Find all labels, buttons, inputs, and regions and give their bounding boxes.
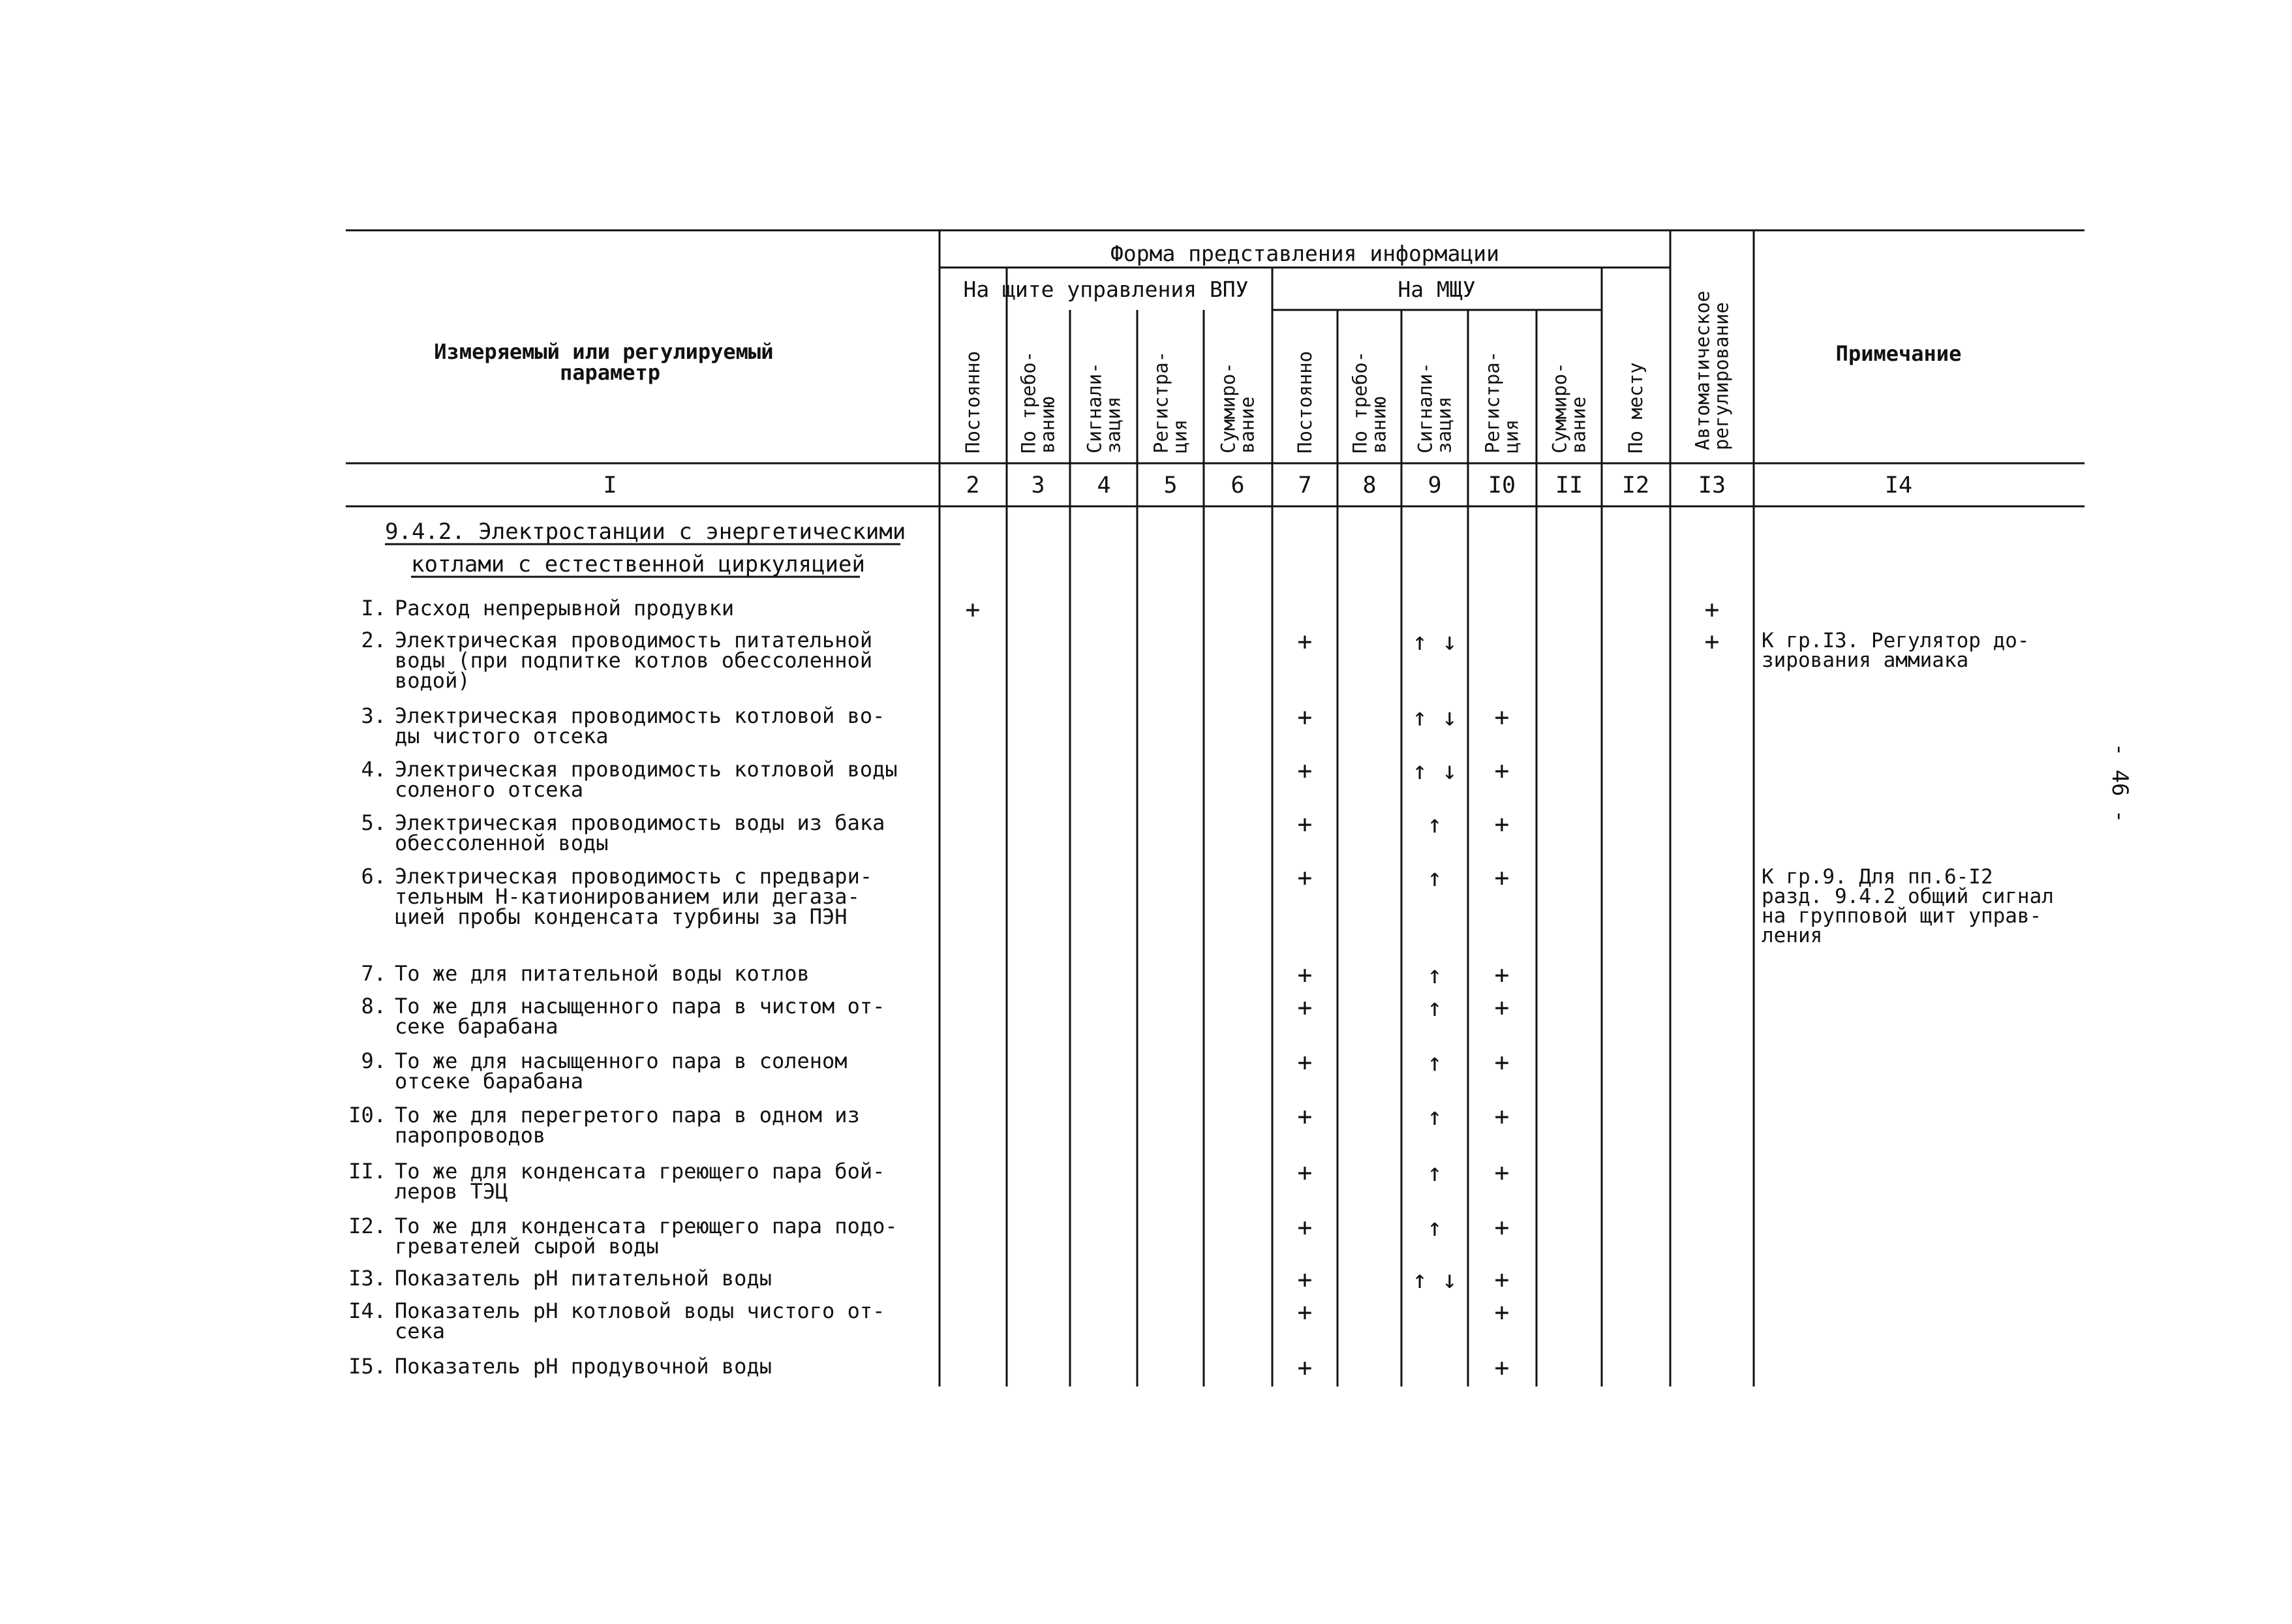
group-title: Форма представления информации — [1110, 241, 1500, 266]
table-row — [361, 627, 1719, 693]
note-line: К гр.9. Для пп.6-I2 — [1762, 865, 1993, 889]
table-row — [348, 1213, 1509, 1259]
vertical-column-headers — [962, 291, 1733, 453]
column-header-label: Сигнали- — [1414, 362, 1437, 453]
column-header-label: ванию — [1368, 396, 1390, 453]
cell-mark: + — [1297, 703, 1313, 731]
row-parameter-text — [395, 1159, 885, 1204]
subgroup-vpu: На щите управления ВПУ — [963, 277, 1249, 302]
row-parameter-line: сека — [395, 1319, 446, 1343]
cell-mark: ↑ — [1427, 810, 1443, 838]
row-number: I5. — [348, 1354, 386, 1379]
row-parameter-line: То же для перегретого пара в одном из — [395, 1103, 860, 1127]
parameter-header-line: Измеряемый или регулируемый — [434, 339, 774, 364]
row-number: I. — [361, 596, 386, 620]
column-number: I — [603, 472, 617, 498]
cell-mark: ↑ — [1427, 960, 1443, 989]
row-parameter-line: То же для насыщенного пара в соленом — [395, 1049, 848, 1073]
column-header-label: По месту — [1625, 362, 1647, 453]
row-parameter-line: воды (при подпитке котлов обессоленной — [395, 648, 873, 673]
row-parameter-line: Показатель рН продувочной воды — [395, 1354, 772, 1379]
column-header-label: Регистра- — [1481, 350, 1504, 453]
cell-mark: + — [1494, 756, 1510, 785]
column-header-label: зация — [1102, 396, 1125, 453]
cell-mark: + — [1494, 1048, 1510, 1077]
row-parameter-text — [395, 961, 810, 986]
cell-mark: + — [1297, 810, 1313, 838]
column-number: 9 — [1428, 472, 1442, 498]
cell-mark: ↑ ↓ — [1412, 627, 1458, 656]
column-number: 8 — [1362, 472, 1377, 498]
row-number: 6. — [361, 864, 386, 889]
cell-mark: + — [1297, 1265, 1313, 1294]
table-row — [348, 1265, 1509, 1294]
table-row — [348, 1298, 1509, 1343]
note-line: К гр.I3. Регулятор до- — [1762, 629, 2030, 652]
cell-mark: + — [1704, 627, 1720, 656]
row-parameter-text — [395, 1103, 860, 1148]
row-parameter-line: отсеке барабана — [395, 1069, 583, 1094]
row-parameter-line: секе барабана — [395, 1014, 558, 1039]
column-number: 7 — [1298, 472, 1312, 498]
cell-mark: + — [1494, 1265, 1510, 1294]
note-text — [1762, 629, 2030, 672]
cell-mark: ↑ — [1427, 863, 1443, 892]
row-number: 2. — [361, 628, 386, 652]
row-number: II. — [348, 1159, 386, 1184]
row-parameter-line: Показатель рН котловой воды чистого от- — [395, 1298, 885, 1323]
cell-mark: + — [1494, 1213, 1510, 1242]
column-header-label: зация — [1433, 396, 1456, 453]
row-parameter-line: паропроводов — [395, 1123, 546, 1148]
row-parameter-line: ды чистого отсека — [395, 724, 609, 748]
row-parameter-line: Электрическая проводимость котловой во- — [395, 703, 885, 728]
row-parameter-text — [395, 1214, 898, 1259]
column-header-label: Регистра- — [1150, 350, 1172, 453]
cell-mark: + — [1297, 756, 1313, 785]
cell-mark: ↑ — [1427, 1213, 1443, 1242]
table-row — [348, 1353, 1509, 1382]
row-parameter-text — [395, 1354, 772, 1379]
row-parameter-line: Расход непрерывной продувки — [395, 596, 735, 620]
column-header-label: ция — [1500, 419, 1523, 453]
row-parameter-line: То же для насыщенного пара в чистом от- — [395, 994, 885, 1019]
row-number: 7. — [361, 961, 386, 986]
row-parameter-line: То же для питательной воды котлов — [395, 961, 810, 986]
row-parameter-text — [395, 1298, 885, 1343]
row-parameter-text — [395, 864, 872, 929]
column-header-label: вание — [1567, 396, 1590, 453]
row-number: 4. — [361, 757, 386, 782]
cell-mark: + — [1494, 703, 1510, 731]
column-number: 5 — [1163, 472, 1178, 498]
note-line: разд. 9.4.2 общий сигнал — [1762, 885, 2054, 908]
row-parameter-line: обессоленной воды — [395, 831, 609, 855]
row-parameter-line: водой) — [395, 668, 470, 693]
row-parameter-line: Электрическая проводимость питательной — [395, 628, 873, 652]
column-number: I2 — [1621, 472, 1650, 498]
notes-column — [1762, 629, 2054, 947]
note-line: на групповой щит управ- — [1762, 904, 2042, 928]
column-header-label: Постоянно — [962, 350, 984, 453]
cell-mark: + — [1704, 595, 1720, 624]
row-parameter-line: То же для конденсата греющего пара бой- — [395, 1159, 885, 1184]
cell-mark: + — [1297, 1048, 1313, 1077]
row-parameter-text — [395, 628, 872, 693]
column-header-label: По требо- — [1349, 350, 1371, 453]
column-header-label: Автоматическое — [1691, 290, 1714, 450]
cell-mark: + — [1494, 960, 1510, 989]
column-number: I4 — [1884, 472, 1913, 498]
column-header-label: ция — [1169, 419, 1191, 453]
column-header-label: Суммиро- — [1548, 362, 1571, 453]
cell-mark: + — [1494, 1102, 1510, 1131]
row-parameter-text — [395, 1266, 772, 1291]
row-number: 9. — [361, 1049, 386, 1073]
cell-mark: ↑ — [1427, 1158, 1443, 1187]
row-parameter-line: Электрическая проводимость котловой воды — [395, 757, 898, 782]
page-number: - 46 - — [2107, 743, 2133, 823]
row-parameter-line: тельным Н-катионированием или дегаза- — [395, 884, 860, 909]
cell-mark: + — [1297, 960, 1313, 989]
cell-mark: + — [1494, 810, 1510, 838]
cell-mark: + — [1297, 1213, 1313, 1242]
cell-mark: ↑ — [1427, 993, 1443, 1022]
cell-mark: + — [1494, 993, 1510, 1022]
column-number: 2 — [966, 472, 980, 498]
row-number: I0. — [348, 1103, 386, 1127]
column-number: 3 — [1031, 472, 1045, 498]
table-row — [348, 1158, 1509, 1204]
row-parameter-line: Электрическая проводимость с предвари- — [395, 864, 873, 889]
section-title-line-1: 9.4.2. Электростанции с энергетическими — [385, 519, 906, 545]
cell-mark: + — [1297, 1353, 1313, 1382]
column-number: I3 — [1698, 472, 1726, 498]
parameter-header-line: параметр — [559, 360, 661, 385]
column-number: II — [1555, 472, 1583, 498]
row-parameter-line: То же для конденсата греющего пара подо- — [395, 1214, 898, 1238]
row-parameter-line: Показатель рН питательной воды — [395, 1266, 772, 1291]
note-line: ления — [1762, 924, 1823, 947]
column-header-label: Суммиро- — [1217, 362, 1240, 453]
cell-mark: + — [1494, 1298, 1510, 1326]
subgroup-mshchu: На МЩУ — [1398, 277, 1476, 302]
row-parameter-text — [395, 596, 734, 620]
column-header-label: По требо- — [1017, 350, 1040, 453]
cell-mark: ↑ ↓ — [1412, 1265, 1458, 1294]
column-header-label: регулирование — [1710, 302, 1733, 450]
column-header-label: вание — [1236, 396, 1259, 453]
row-parameter-line: цией пробы конденсата турбины за ПЭН — [395, 904, 848, 929]
cell-mark: + — [1297, 1102, 1313, 1131]
table-row — [348, 1102, 1509, 1148]
row-parameter-line: гревателей сырой воды — [395, 1234, 659, 1259]
note-header: Примечание — [1835, 341, 1962, 366]
row-parameter-text — [395, 1049, 848, 1094]
cell-mark: + — [1297, 993, 1313, 1022]
note-line: зирования аммиака — [1762, 649, 1969, 672]
cell-mark: + — [1297, 1158, 1313, 1187]
cell-mark: + — [1494, 1158, 1510, 1187]
row-number: I4. — [348, 1298, 386, 1323]
column-number: I0 — [1488, 472, 1516, 498]
row-parameter-text — [395, 994, 885, 1039]
table-body — [348, 595, 1719, 1382]
row-number: I2. — [348, 1214, 386, 1238]
cell-mark: ↑ — [1427, 1102, 1443, 1131]
column-header-label: Постоянно — [1294, 350, 1316, 453]
column-header-label: ванию — [1036, 396, 1059, 453]
cell-mark: + — [1297, 627, 1313, 656]
row-parameter-line: соленого отсека — [395, 777, 583, 802]
row-number: I3. — [348, 1266, 386, 1291]
table-row — [361, 595, 1719, 624]
column-number: 4 — [1097, 472, 1111, 498]
row-parameter-line: Электрическая проводимость воды из бака — [395, 810, 885, 835]
column-numbers-row — [603, 472, 1912, 498]
cell-mark: + — [1297, 1298, 1313, 1326]
column-header-label: Сигнали- — [1083, 362, 1106, 453]
column-number: 6 — [1230, 472, 1245, 498]
row-parameter-text — [395, 757, 898, 802]
cell-mark: + — [1297, 863, 1313, 892]
row-parameter-line: леров ТЭЦ — [395, 1179, 508, 1204]
row-number: 5. — [361, 810, 386, 835]
parameter-header — [434, 339, 786, 385]
cell-mark: + — [965, 595, 981, 624]
row-number: 8. — [361, 994, 386, 1019]
section-title-line-2: котлами с естественной циркуляцией — [411, 551, 865, 577]
note-text — [1762, 865, 2054, 947]
row-number: 3. — [361, 703, 386, 728]
cell-mark: + — [1494, 863, 1510, 892]
row-parameter-text — [395, 810, 885, 855]
row-parameter-text — [395, 703, 885, 748]
cell-mark: ↑ ↓ — [1412, 756, 1458, 785]
cell-mark: ↑ — [1427, 1048, 1443, 1077]
cell-mark: ↑ ↓ — [1412, 703, 1458, 731]
cell-mark: + — [1494, 1353, 1510, 1382]
